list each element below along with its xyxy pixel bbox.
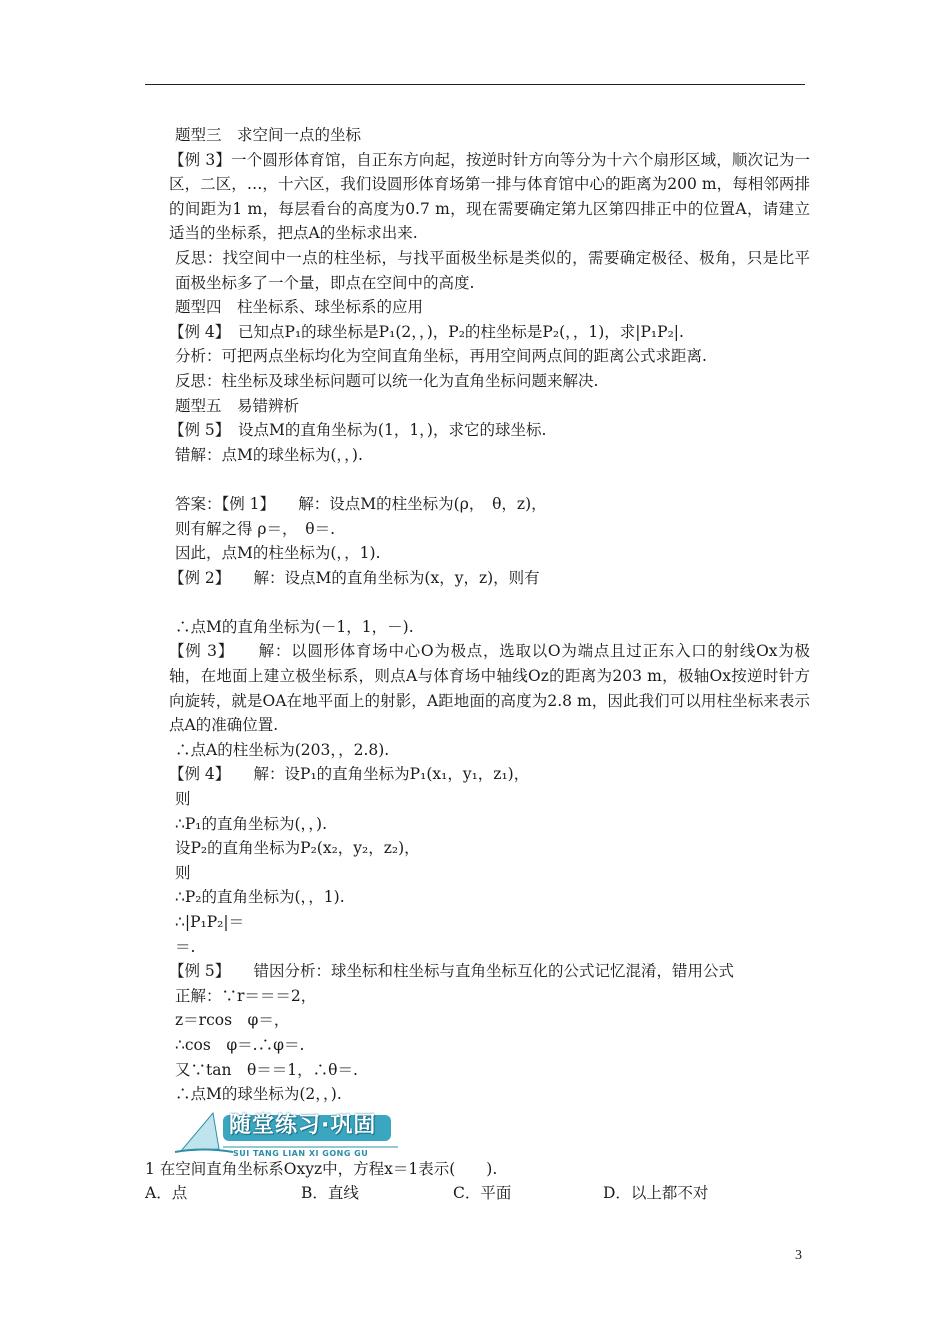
header-rule — [145, 84, 805, 85]
section-heading-3: 题型三 求空间一点的坐标 — [175, 126, 362, 144]
reflection-4: 反思：柱坐标及球坐标问题可以统一化为直角坐标问题来解决. — [175, 371, 599, 390]
document-body — [145, 123, 810, 1206]
page-number: 3 — [795, 1248, 802, 1263]
answer-line: ∴|P₁P₂|＝ — [175, 913, 245, 931]
banner-title: 随堂练习·巩固 — [229, 1112, 377, 1138]
section-heading-5: 题型五 易错辨析 — [175, 396, 300, 415]
answer-example-5: 【例 5】 错因分析：球坐标和柱坐标与直角坐标互化的公式记忆混淆，错用公式 — [169, 962, 735, 981]
answer-line: 正解：∵r＝＝＝2， — [175, 986, 317, 1005]
answer-line: 则 — [175, 863, 191, 882]
choice-b: B．直线 — [301, 1184, 359, 1203]
example-5-text: 【例 5】 设点M的直角坐标为(1，1，)，求它的球坐标. — [169, 421, 547, 440]
banner-subtitle: SUI TANG LIAN XI GONG GU — [233, 1148, 369, 1158]
answer-line: 设P₂的直角坐标为P₂(x₂，y₂，z₂)， — [175, 839, 420, 858]
wrong-solution-5: 错解：点M的球坐标为(，，). — [175, 445, 363, 464]
answer-line: 则有解之得 ρ＝， θ＝. — [175, 519, 336, 538]
answer-example-2: 【例 2】 解：设点M的直角坐标为(x，y，z)，则有 — [169, 568, 540, 587]
answer-line: ∴点M的球坐标为(2，，). — [175, 1085, 342, 1104]
choice-c: C．平面 — [453, 1184, 512, 1203]
reflection-3: 反思：找空间中一点的柱坐标，与找平面极坐标是类似的，需要确定极径、极角，只是比平面极坐标多了一个量，即点在空间中的高度. — [175, 248, 810, 292]
answer-line: ∴点A的柱坐标为(203，，2.8). — [175, 740, 390, 759]
example-3-text: 【例 3】一个圆形体育馆，自正东方向起，按逆时针方向等分为十六个扇形区域，顺次记为一区，二区，…，十六区，我们设圆形体育场第一排与体育馆中心的距离为200 m，每相邻两排的间距为1 m，每层看台的高度为0.7 m，现在需要确定第九区第四排正中的位置A，请建立适当的坐标系，把点A的坐标求出来. — [169, 150, 810, 243]
answer-example-3: 【例 3】 解：以圆形体育场中心O为极点，选取以O为端点且过正东入口的射线Ox为极轴，在地面上建立极坐标系，则点A与体育场中轴线Oz的距离为203 m，极轴Ox按逆时针方向旋转，就是OA在地平面上的射影，A距地面的高度为2.8 m，因此我们可以用柱坐标来表示点A的准确位置. — [169, 642, 810, 735]
answer-line: z＝rcos φ＝， — [175, 1011, 290, 1030]
answer-line: ∴点M的直角坐标为(－1，1，－). — [175, 617, 414, 636]
exercise-choices — [145, 1181, 810, 1206]
exercise-question: 1 在空间直角坐标系Oxyz中，方程x＝1表示( ). — [145, 1159, 498, 1178]
example-4-text: 【例 4】 已知点P₁的球坐标是P₁(2，，)，P₂的柱坐标是P₂(，，1)，求|P₁P₂|. — [169, 322, 684, 341]
answer-line: 则 — [175, 790, 191, 809]
answer-example-1: 答案：【例 1】 解：设点M的柱坐标为(ρ， θ，z)， — [175, 494, 547, 513]
answer-line: ＝. — [175, 937, 196, 956]
choice-a: A．点 — [145, 1184, 188, 1203]
answer-line: ∴P₂的直角坐标为(，，1). — [175, 888, 345, 907]
answer-line: ∴P₁的直角坐标为(，，). — [175, 814, 328, 833]
answer-line: 因此，点M的柱坐标为(，，1). — [175, 544, 381, 563]
answer-line: 又∵tan θ＝＝1，∴θ＝. — [175, 1060, 358, 1079]
answer-line: ∴cos φ＝.∴φ＝. — [175, 1035, 305, 1054]
practice-banner — [173, 1111, 403, 1159]
section-heading-4: 题型四 柱坐标系、球坐标系的应用 — [175, 298, 424, 317]
choice-d: D．以上都不对 — [603, 1184, 709, 1203]
answer-example-4: 【例 4】 解：设P₁的直角坐标为P₁(x₁，y₁，z₁)， — [169, 765, 530, 784]
analysis-4: 分析：可把两点坐标均化为空间直角坐标，再用空间两点间的距离公式求距离. — [175, 347, 707, 366]
